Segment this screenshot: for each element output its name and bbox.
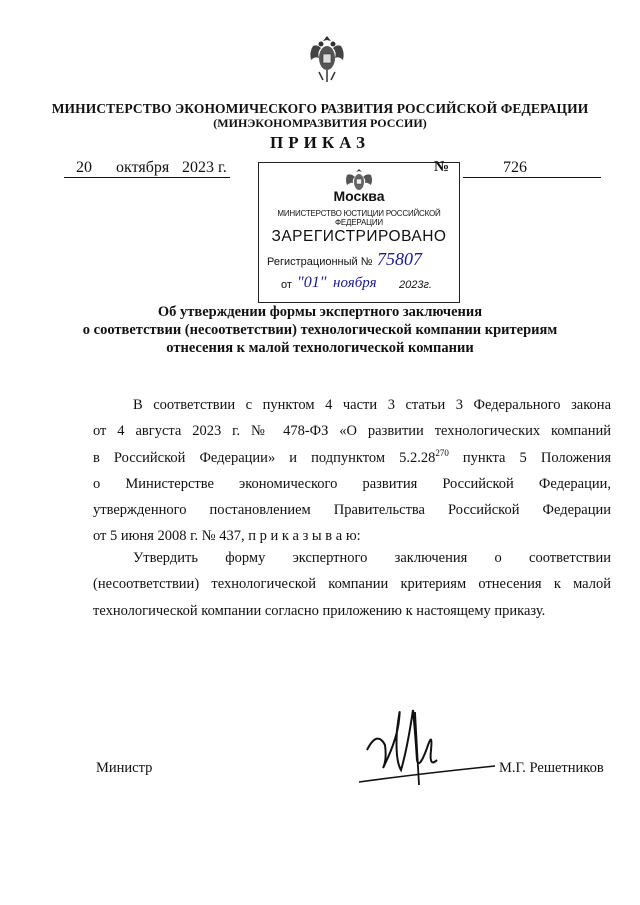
number-underline bbox=[463, 177, 601, 178]
body-paragraph-2 bbox=[93, 545, 611, 624]
paragraph-line: Утвердить форму экспертного заключения о соответствии bbox=[133, 550, 611, 566]
stamp-reg-number: 75807 bbox=[377, 249, 422, 269]
coat-of-arms-emblem bbox=[305, 32, 349, 86]
paragraph-line: от 5 июня 2008 г. № 437, п р и к а з ы в а ю: bbox=[93, 528, 361, 545]
stamp-reg-number-label: Регистрационный № bbox=[267, 256, 373, 268]
paragraph-line: о Министерстве экономического развития Российской Федерации, bbox=[93, 475, 611, 492]
paragraph-line: (несоответствии) технологической компании критериям отнесения к малой bbox=[93, 576, 611, 593]
handwritten-signature bbox=[357, 690, 497, 800]
paragraph-line: от 4 августа 2023 г. № 478-ФЗ «О развитии технологических компаний bbox=[93, 423, 611, 440]
order-number-sign: № bbox=[434, 159, 450, 175]
registration-stamp bbox=[258, 162, 460, 303]
stamp-date-year: 2023г. bbox=[399, 279, 432, 291]
ministry-name: МИНИСТЕРСТВО ЭКОНОМИЧЕСКОГО РАЗВИТИЯ РОССИЙСКОЙ ФЕДЕРАЦИИ bbox=[51, 101, 589, 116]
ministry-short-name: (МИНЭКОНОМРАЗВИТИЯ РОССИИ) bbox=[213, 116, 427, 130]
paragraph-line: В соответствии с пунктом 4 части 3 статьи 3 Федерального закона bbox=[133, 397, 611, 413]
subject-line: о соответствии (несоответствии) технологической компании критериям bbox=[82, 322, 558, 338]
date-underline bbox=[64, 177, 230, 178]
document-title: ПРИКАЗ bbox=[270, 133, 370, 152]
subject-line: отнесения к малой технологической компании bbox=[166, 340, 474, 356]
order-date-year: 2023 г. bbox=[182, 159, 227, 176]
subject-line: Об утверждении формы экспертного заключения bbox=[157, 304, 483, 320]
order-number: 726 bbox=[503, 159, 527, 176]
stamp-registered-label: ЗАРЕГИСТРИРОВАНО bbox=[271, 228, 447, 245]
stamp-date-day: "01" bbox=[297, 274, 327, 291]
order-subject bbox=[0, 303, 640, 357]
paragraph-line: в Российской Федерации» и подпунктом 5.2.28$^{270}$ пункта 5 Положения bbox=[93, 447, 611, 466]
stamp-date-month: ноября bbox=[333, 275, 377, 291]
stamp-city: Москва bbox=[333, 188, 385, 204]
footnote-superscript: 270 bbox=[435, 447, 449, 458]
signer-title: Министр bbox=[96, 760, 153, 776]
order-date-day: 20 bbox=[76, 159, 92, 176]
order-date-month: октября bbox=[116, 159, 170, 176]
paragraph-line: технологической компании согласно приложению к настоящему приказу. bbox=[93, 602, 546, 619]
signer-name: М.Г. Решетников bbox=[499, 760, 604, 776]
body-paragraph-1 bbox=[93, 392, 611, 550]
paragraph-line: утвержденного постановлением Правительства Российской Федерации bbox=[93, 502, 611, 519]
stamp-from-label: от bbox=[281, 279, 292, 291]
stamp-department: МИНИСТЕРСТВО ЮСТИЦИИ РОССИЙСКОЙ ФЕДЕРАЦИИ bbox=[277, 209, 441, 227]
